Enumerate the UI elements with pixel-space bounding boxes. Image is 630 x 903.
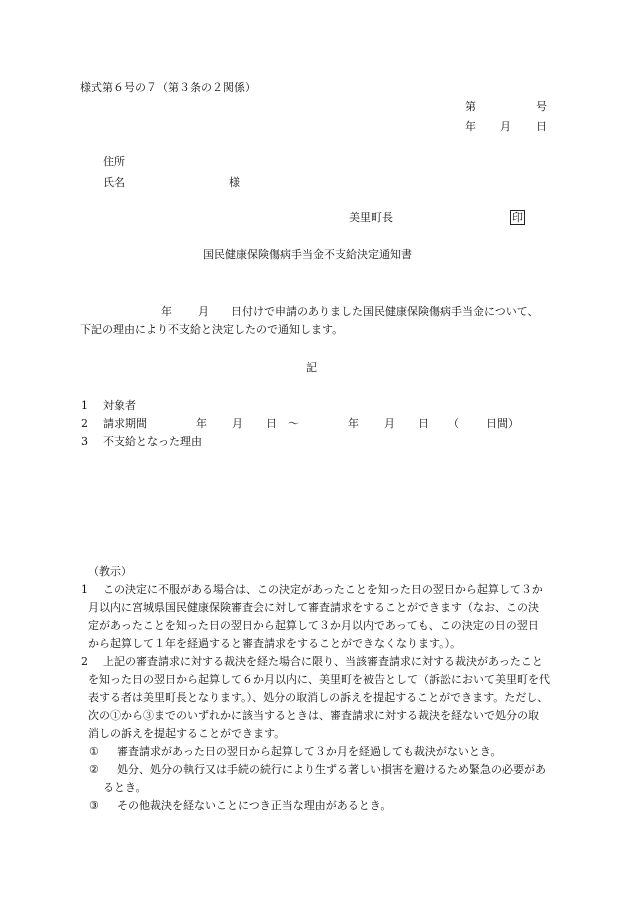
condition-2-mark: ② — [89, 763, 99, 776]
period-start-day: 日 — [266, 417, 277, 430]
condition-3-mark: ③ — [89, 799, 99, 812]
honorific: 様 — [229, 176, 240, 189]
item3-label: 不支給となった理由 — [103, 435, 202, 448]
notice-p2-line: 表する者は美里町長となります。）、処分の取消しの訴えを提起することができます。ただし、 — [88, 691, 549, 704]
notice-p2-number: 2 — [81, 655, 88, 668]
notice-p1-number: 1 — [81, 583, 88, 596]
notice-p2-line: を知った日の翌日から起算して６か月以内に、美里町を被告として（訴訟において美里町を代 — [88, 673, 550, 686]
condition-1-mark: ① — [89, 745, 99, 758]
notice-p2-line: 消しの訴えを提起することができます。 — [88, 727, 286, 740]
period-open-paren: （ — [448, 417, 459, 430]
period-end-month: 月 — [384, 417, 395, 430]
period-days: 日間） — [486, 417, 519, 430]
seal-mark — [510, 210, 525, 226]
item2-label: 請求期間 — [103, 417, 147, 430]
item1-number: 1 — [81, 399, 88, 412]
notice-p1-line: この決定に不服がある場合は、この決定があったことを知った日の翌日から起算して３か — [103, 583, 543, 596]
form-number: 様式第６号の７（第３条の２関係） — [80, 81, 256, 94]
period-end-day: 日 — [418, 417, 429, 430]
date-day: 日 — [536, 120, 547, 133]
body-month: 月 — [198, 305, 209, 318]
document-title: 国民健康保険傷病手当金不支給決定通知書 — [203, 248, 412, 261]
issuer-title: 美里町長 — [349, 211, 393, 224]
notice-p2-line: 上記の審査請求に対する裁決を経た場合に限り、当該審査請求に対する裁決があったこと — [103, 655, 543, 668]
notice-heading: （教示） — [88, 565, 132, 578]
period-tilde: ～ — [288, 417, 299, 430]
seal-text: 印 — [512, 211, 523, 224]
notice-p1-line: から起算して１年を経過すると審査請求をすることができなくなります。）。 — [88, 637, 462, 650]
doc-number-suffix: 号 — [536, 100, 547, 113]
notice-p2-line: 次の①から③までのいずれかに該当するときは、審査請求に対する裁決を経ないで処分の取 — [88, 709, 539, 722]
period-end-year: 年 — [348, 417, 359, 430]
period-start-month: 月 — [232, 417, 243, 430]
date-month: 月 — [500, 120, 511, 133]
ki-heading: 記 — [306, 361, 317, 374]
condition-3-text: その他裁決を経ないことにつき正当な理由があるとき。 — [117, 799, 392, 812]
condition-2-text-cont: るとき。 — [103, 781, 147, 794]
item3-number: 3 — [81, 435, 88, 448]
body-year: 年 — [161, 305, 172, 318]
body-line1: 日付けで申請のありました国民健康保険傷病手当金について、 — [231, 305, 539, 318]
notice-p1-line: 定があったことを知った日の翌日から起算して３か月以内であっても、この決定の日の翌日 — [88, 619, 539, 632]
condition-1-text: 審査請求があった日の翌日から起算して３か月を経過しても裁決がないとき。 — [117, 745, 502, 758]
date-year: 年 — [465, 120, 476, 133]
item2-number: 2 — [81, 417, 88, 430]
address-label: 住所 — [103, 155, 125, 168]
condition-2-text: 処分、処分の執行又は手続の続行により生ずる著しい損害を避けるため緊急の必要があ — [117, 763, 546, 776]
item1-label: 対象者 — [103, 399, 136, 412]
notice-p1-line: 月以内に宮城県国民健康保険審査会に対して審査請求をすることができます（なお、この決 — [88, 601, 539, 614]
name-label: 氏名 — [103, 176, 125, 189]
period-start-year: 年 — [196, 417, 207, 430]
doc-number-prefix: 第 — [465, 100, 476, 113]
body-line2: 下記の理由により不支給と決定したので通知します。 — [80, 323, 344, 336]
